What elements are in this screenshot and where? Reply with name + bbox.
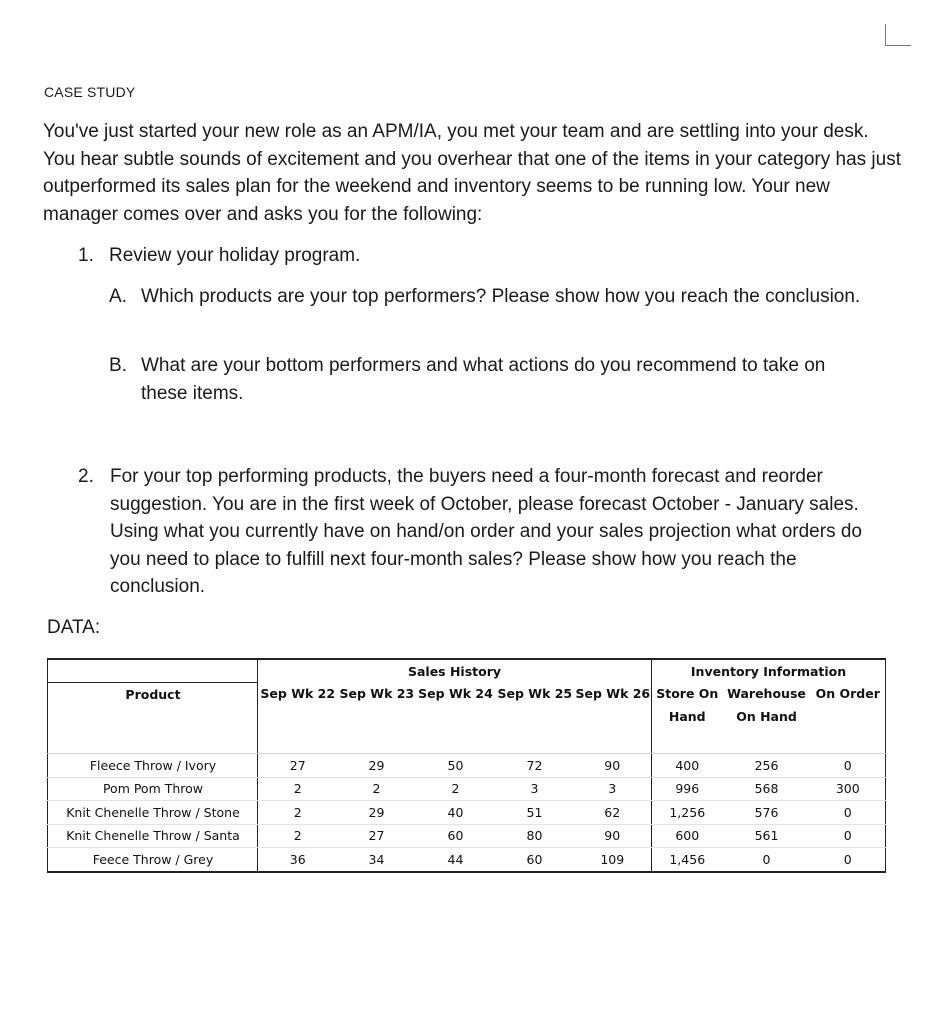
week-header: Sep Wk 23 [339, 686, 415, 702]
sales-cell: 2 [416, 777, 496, 801]
sales-cell: 62 [574, 801, 652, 825]
inventory-information-header: Inventory Information [652, 659, 886, 683]
product-header-filler [48, 705, 258, 727]
inventory-cell: 0 [811, 801, 886, 825]
sales-cell: 44 [416, 848, 496, 872]
sales-cell: 27 [258, 754, 338, 778]
product-name-cell: Fleece Throw / Ivory [48, 754, 258, 778]
inventory-cell: 568 [723, 777, 811, 801]
question-1-text: Review your holiday program. [109, 245, 361, 266]
store-on-hand-header: Store On [656, 686, 719, 702]
sales-cell: 60 [416, 824, 496, 848]
sales-history-header: Sales History [258, 659, 652, 683]
on-order-header: On Order [811, 683, 886, 706]
inventory-cell: 0 [723, 848, 811, 872]
page-corner-mark [885, 24, 911, 46]
sales-cell: 27 [338, 824, 416, 848]
inventory-cell: 600 [652, 824, 723, 848]
sales-cell: 40 [416, 801, 496, 825]
sales-cell: 51 [496, 801, 574, 825]
sales-cell: 2 [258, 801, 338, 825]
spacer-cell [48, 727, 258, 754]
inventory-cell: 0 [811, 848, 886, 872]
case-study-title: CASE STUDY [44, 84, 136, 100]
sales-cell: 90 [574, 754, 652, 778]
question-2-number: 2. [78, 466, 94, 487]
sales-cell: 2 [338, 777, 416, 801]
table-row [48, 801, 886, 825]
week-header: Sep Wk 26 [574, 683, 652, 706]
table-row [48, 777, 886, 801]
product-name-cell: Knit Chenelle Throw / Santa [48, 824, 258, 848]
inventory-cell: 400 [652, 754, 723, 778]
sales-cell: 29 [338, 754, 416, 778]
sales-cell: 2 [258, 824, 338, 848]
sales-cell: 2 [258, 777, 338, 801]
inventory-cell: 996 [652, 777, 723, 801]
question-2-text: For your top performing products, the buyers need a four-month forecast and reorder suggestion. You are in the first week of October, please forecast October - January sales. Using what you currently have on hand/on order and your sales projection what orders do you need to place to fulfill next four-month sales? Please show how you reach the conclusion. [110, 466, 862, 597]
sales-cell: 60 [496, 848, 574, 872]
data-label: DATA: [47, 617, 101, 638]
inventory-cell: 576 [723, 801, 811, 825]
week-header: Sep Wk 25 [497, 686, 573, 702]
inventory-cell: 0 [811, 754, 886, 778]
question-1a-text: Which products are your top performers? Please show how you reach the conclusion. [141, 286, 861, 307]
warehouse-on-hand-header: Warehouse [727, 686, 806, 702]
question-1a-letter: A. [109, 286, 127, 307]
sales-cell: 3 [574, 777, 652, 801]
table-row [48, 848, 886, 872]
sales-cell: 34 [338, 848, 416, 872]
sales-cell: 50 [416, 754, 496, 778]
inventory-cell: 561 [723, 824, 811, 848]
table-row [48, 824, 886, 848]
inventory-cell: 1,456 [652, 848, 723, 872]
warehouse-on-hand-header-line2: On Hand [736, 708, 797, 724]
on-order-header-line2 [811, 705, 886, 727]
inventory-cell: 300 [811, 777, 886, 801]
intro-paragraph: You've just started your new role as an APM/IA, you met your team and are settling into your desk. You hear subtle sounds of excitement and you overhear that one of the items in your category has just outperformed its sales plan for the weekend and inventory seems to be running low. Your new manager comes over and asks you for the following: [43, 121, 901, 225]
sales-cell: 109 [574, 848, 652, 872]
question-1b-text: What are your bottom performers and what actions do you recommend to take on these items. [141, 355, 826, 404]
spacer-cell [258, 727, 652, 754]
question-1b-letter: B. [109, 355, 127, 376]
product-name-cell: Knit Chenelle Throw / Stone [48, 801, 258, 825]
inventory-cell: 0 [811, 824, 886, 848]
sales-inventory-table [47, 658, 886, 873]
sales-cell: 80 [496, 824, 574, 848]
sales-cell: 72 [496, 754, 574, 778]
spacer-cell [652, 727, 886, 754]
sales-cell: 29 [338, 801, 416, 825]
product-name-cell: Feece Throw / Grey [48, 848, 258, 872]
product-column-header: Product [48, 683, 258, 706]
question-1-number: 1. [78, 245, 94, 266]
table-row [48, 754, 886, 778]
product-group-cell [48, 659, 258, 683]
sales-cell: 36 [258, 848, 338, 872]
sales-cell: 90 [574, 824, 652, 848]
sales-cell: 3 [496, 777, 574, 801]
inventory-cell: 1,256 [652, 801, 723, 825]
inventory-cell: 256 [723, 754, 811, 778]
store-on-hand-header-line2: Hand [668, 708, 706, 724]
week-header: Sep Wk 24 [418, 686, 493, 702]
product-name-cell: Pom Pom Throw [48, 777, 258, 801]
week-header: Sep Wk 22 [260, 686, 336, 702]
sales-header-filler [258, 705, 652, 727]
